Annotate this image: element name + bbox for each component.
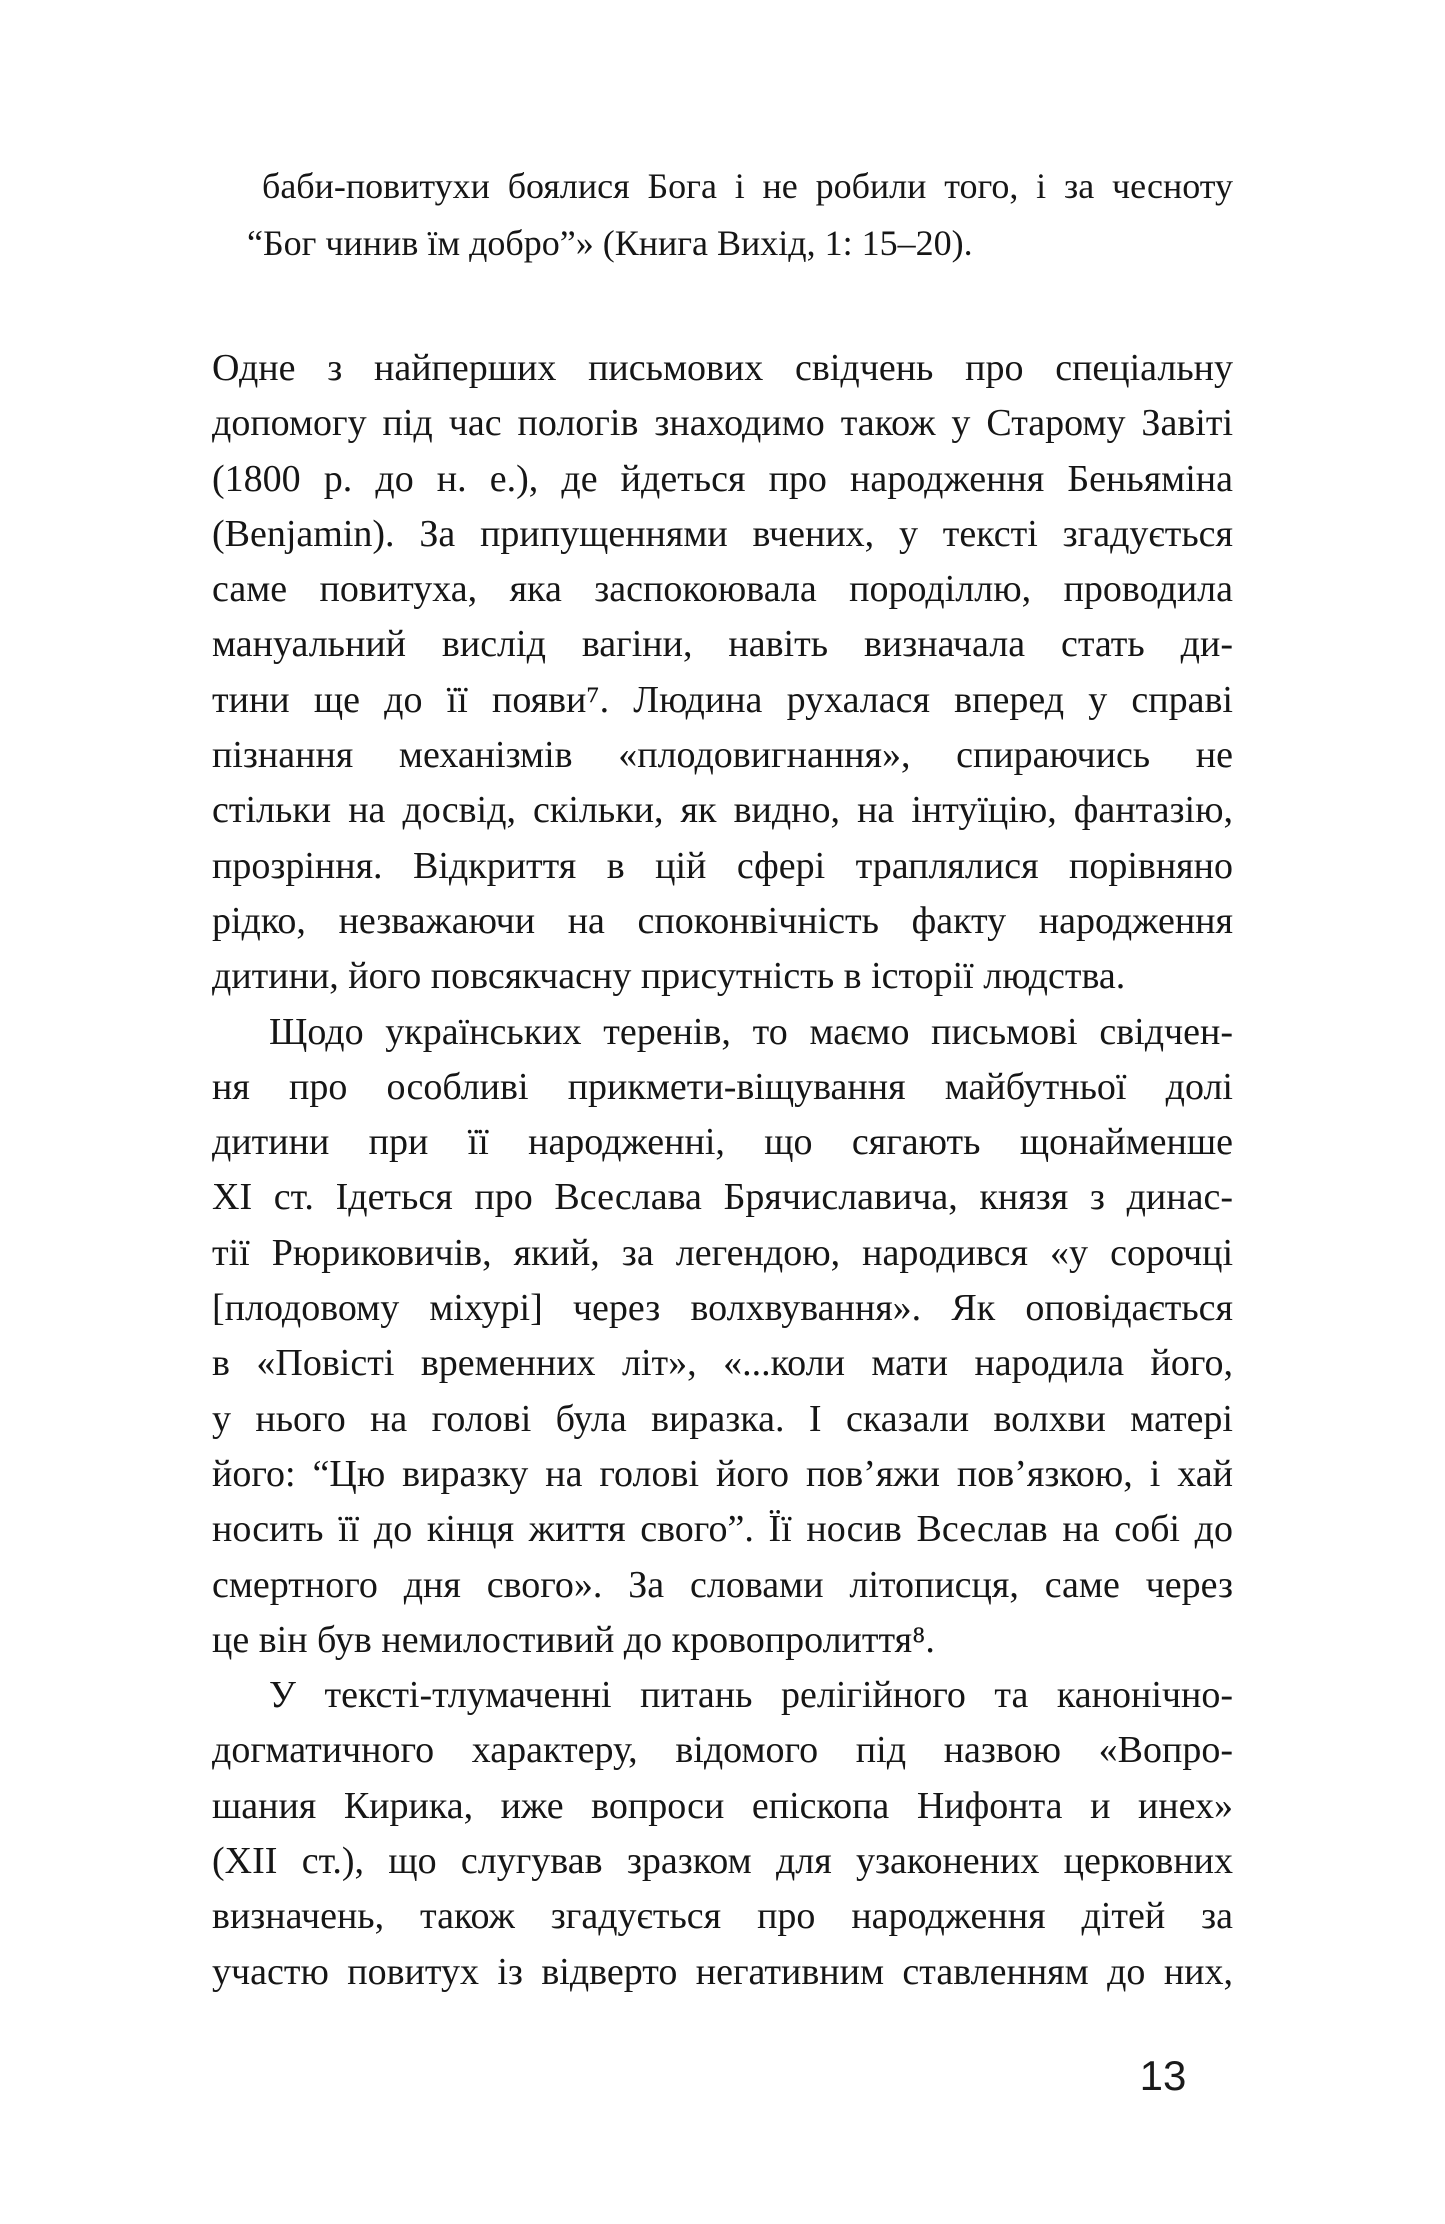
text-line: догматичного характеру, відомого під назвою «Вопро- xyxy=(212,1729,1233,1772)
text-line: (1800 р. до н. е.), де йдеться про народження Беньяміна xyxy=(212,457,1233,500)
text-line: у нього на голові була виразка. І сказали волхви матері xyxy=(212,1397,1233,1440)
text-line: в «Повісті временних літ», «...коли мати народила його, xyxy=(212,1342,1233,1385)
text-line: визначень, також згадується про народження дітей за xyxy=(212,1895,1233,1938)
text-line: мануальний вислід вагіни, навіть визначала стать ди- xyxy=(212,623,1233,666)
paragraph xyxy=(212,1668,1233,2000)
quote-block xyxy=(247,158,1233,272)
body-text xyxy=(212,341,1233,2000)
text-line: дитини, його повсякчасну присутність в історії людства. xyxy=(212,955,1126,998)
text-line: (ХІІ ст.), що слугував зразком для узаконених церковних xyxy=(212,1840,1233,1883)
text-line: Щодо українських теренів, то маємо письмові свідчен- xyxy=(269,1010,1233,1053)
text-line: його: “Цю виразку на голові його пов’яжи пов’язкою, і хай xyxy=(212,1452,1233,1495)
text-line: це він був немилостивий до кровопролиття⁸. xyxy=(212,1618,935,1661)
text-line: саме повитуха, яка заспокоювала породіллю, проводила xyxy=(212,568,1233,611)
text-line: баби-повитухи боялися Бога і не робили того, і за чесноту xyxy=(262,166,1233,206)
paragraph xyxy=(212,1005,1233,1669)
text-line: тини ще до її появи⁷. Людина рухалася вперед у справі xyxy=(212,678,1233,721)
text-line: ХІ ст. Ідеться про Всеслава Брячиславича, князя з динас- xyxy=(212,1176,1233,1219)
text-line: тії Рюриковичів, який, за легендою, народився «у сорочці xyxy=(212,1231,1233,1274)
text-line: стільки на досвід, скільки, як видно, на інтуїцію, фантазію, xyxy=(212,789,1233,832)
text-line: Одне з найперших письмових свідчень про спеціальну xyxy=(212,347,1233,389)
text-line: прозріння. Відкриття в цій сфері траплялися порівняно xyxy=(212,844,1233,887)
text-line: шания Кирика, иже вопроси епіскопа Нифонта и инех» xyxy=(212,1784,1233,1827)
page-number: 13 xyxy=(1139,2052,1187,2099)
text-line: (Benjamin). За припущеннями вчених, у тексті згадується xyxy=(212,512,1233,555)
text-line: допомогу під час пологів знаходимо також у Старому Завіті xyxy=(212,402,1233,445)
text-line: рідко, незважаючи на споконвічність факту народження xyxy=(212,899,1233,942)
text-line: [плодовому міхурі] через волхвування». Як оповідається xyxy=(212,1287,1233,1330)
paragraph xyxy=(212,341,1233,1005)
text-line: смертного дня свого». За словами літописця, саме через xyxy=(212,1563,1233,1606)
text-line: пізнання механізмів «плодовигнання», спираючись не xyxy=(212,734,1233,777)
text-line: “Бог чинив їм добро”» (Книга Вихід, 1: 15–20). xyxy=(247,223,973,263)
text-line: дитини при її народженні, що сягають щонайменше xyxy=(212,1121,1233,1164)
text-line: носить її до кінця життя свого”. Її носив Всеслав на собі до xyxy=(212,1508,1233,1551)
text-line: ня про особливі прикмети-віщування майбутньої долі xyxy=(212,1065,1233,1108)
text-line: участю повитух із відверто негативним ставленням до них, xyxy=(212,1950,1233,1993)
text-line: У тексті-тлумаченні питань релігійного та канонічно- xyxy=(269,1674,1233,1717)
